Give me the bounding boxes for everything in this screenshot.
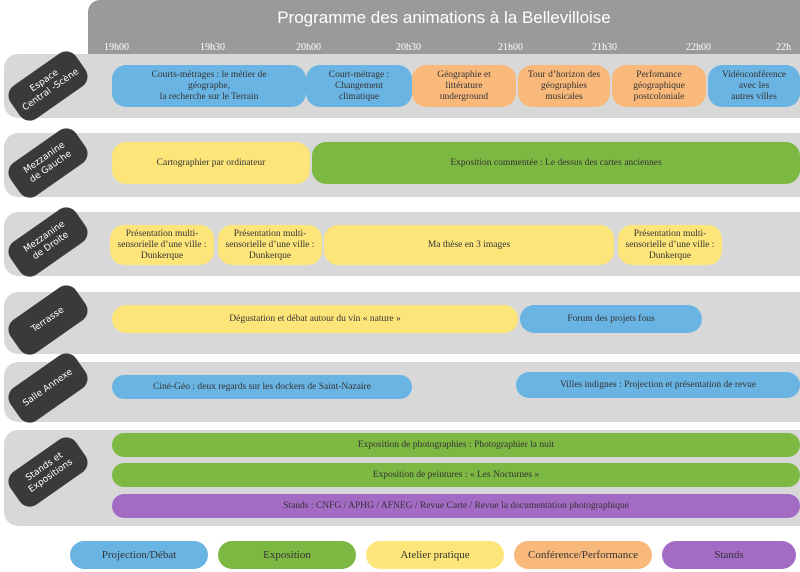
time-tick: 19h00 <box>104 42 129 53</box>
event-block: Cartographier par ordinateur <box>112 142 310 184</box>
event-block: Géographie et littérature underground <box>412 65 516 107</box>
event-block: Vidéoconférence avec les autres villes <box>708 65 800 107</box>
legend-stands: Stands <box>662 541 796 569</box>
event-block: Tour d’horizon des géographies musicales <box>518 65 610 107</box>
time-tick: 20h00 <box>296 42 321 53</box>
event-block: Ciné-Géo : deux regards sur les dockers de Saint-Nazaire <box>112 375 412 399</box>
room-label: Mezzanine de Droite <box>4 203 92 282</box>
legend-exposition: Exposition <box>218 541 356 569</box>
event-block: Présentation multi- sensorielle d’une ville : Dunkerque <box>110 225 214 265</box>
event-block: Exposition de peintures : « Les Nocturnes » <box>112 463 800 487</box>
page-title: Programme des animations à la Bellevilloise <box>277 8 611 27</box>
event-block: Stands : CNFG / APHG / AFNEG / Revue Carte / Revue la documentation photographique <box>112 494 800 518</box>
time-tick: 21h00 <box>498 42 523 53</box>
event-block: Présentation multi- sensorielle d’une ville : Dunkerque <box>218 225 322 265</box>
time-tick: 20h30 <box>396 42 421 53</box>
time-tick: 19h30 <box>200 42 225 53</box>
event-block: Exposition de photographies : Photographier la nuit <box>112 433 800 457</box>
time-tick: 21h30 <box>592 42 617 53</box>
room-label: Salle Annexe <box>4 349 92 428</box>
legend-projection-debat: Projection/Débat <box>70 541 208 569</box>
legend-conference-performance: Conférence/Performance <box>514 541 652 569</box>
event-block: Présentation multi- sensorielle d’une ville : Dunkerque <box>618 225 722 265</box>
event-block: Ma thèse en 3 images <box>324 225 614 265</box>
event-block: Dégustation et débat autour du vin « nature » <box>112 305 518 333</box>
time-tick: 22h00 <box>686 42 711 53</box>
event-block: Exposition commentée : Le dessus des cartes anciennes <box>312 142 800 184</box>
event-block: Court-métrage : Changement climatique <box>306 65 412 107</box>
event-block: Villes indignes : Projection et présentation de revue <box>516 372 800 398</box>
room-label: Mezzanine de Gauche <box>4 124 92 203</box>
legend-atelier-pratique: Atelier pratique <box>366 541 504 569</box>
event-block: Courts-métrages : le métier de géographe, la recherche sur le Terrain <box>112 65 306 107</box>
room-label: Terrasse <box>4 281 92 360</box>
event-block: Forum des projets fous <box>520 305 702 333</box>
time-tick: 22h <box>776 42 791 53</box>
event-block: Perfomance géographique postcoloniale <box>612 65 706 107</box>
room-label: Espace Central -Scène <box>4 47 92 126</box>
room-label: Stands et Expositions <box>4 433 92 512</box>
header-bar <box>88 0 800 40</box>
